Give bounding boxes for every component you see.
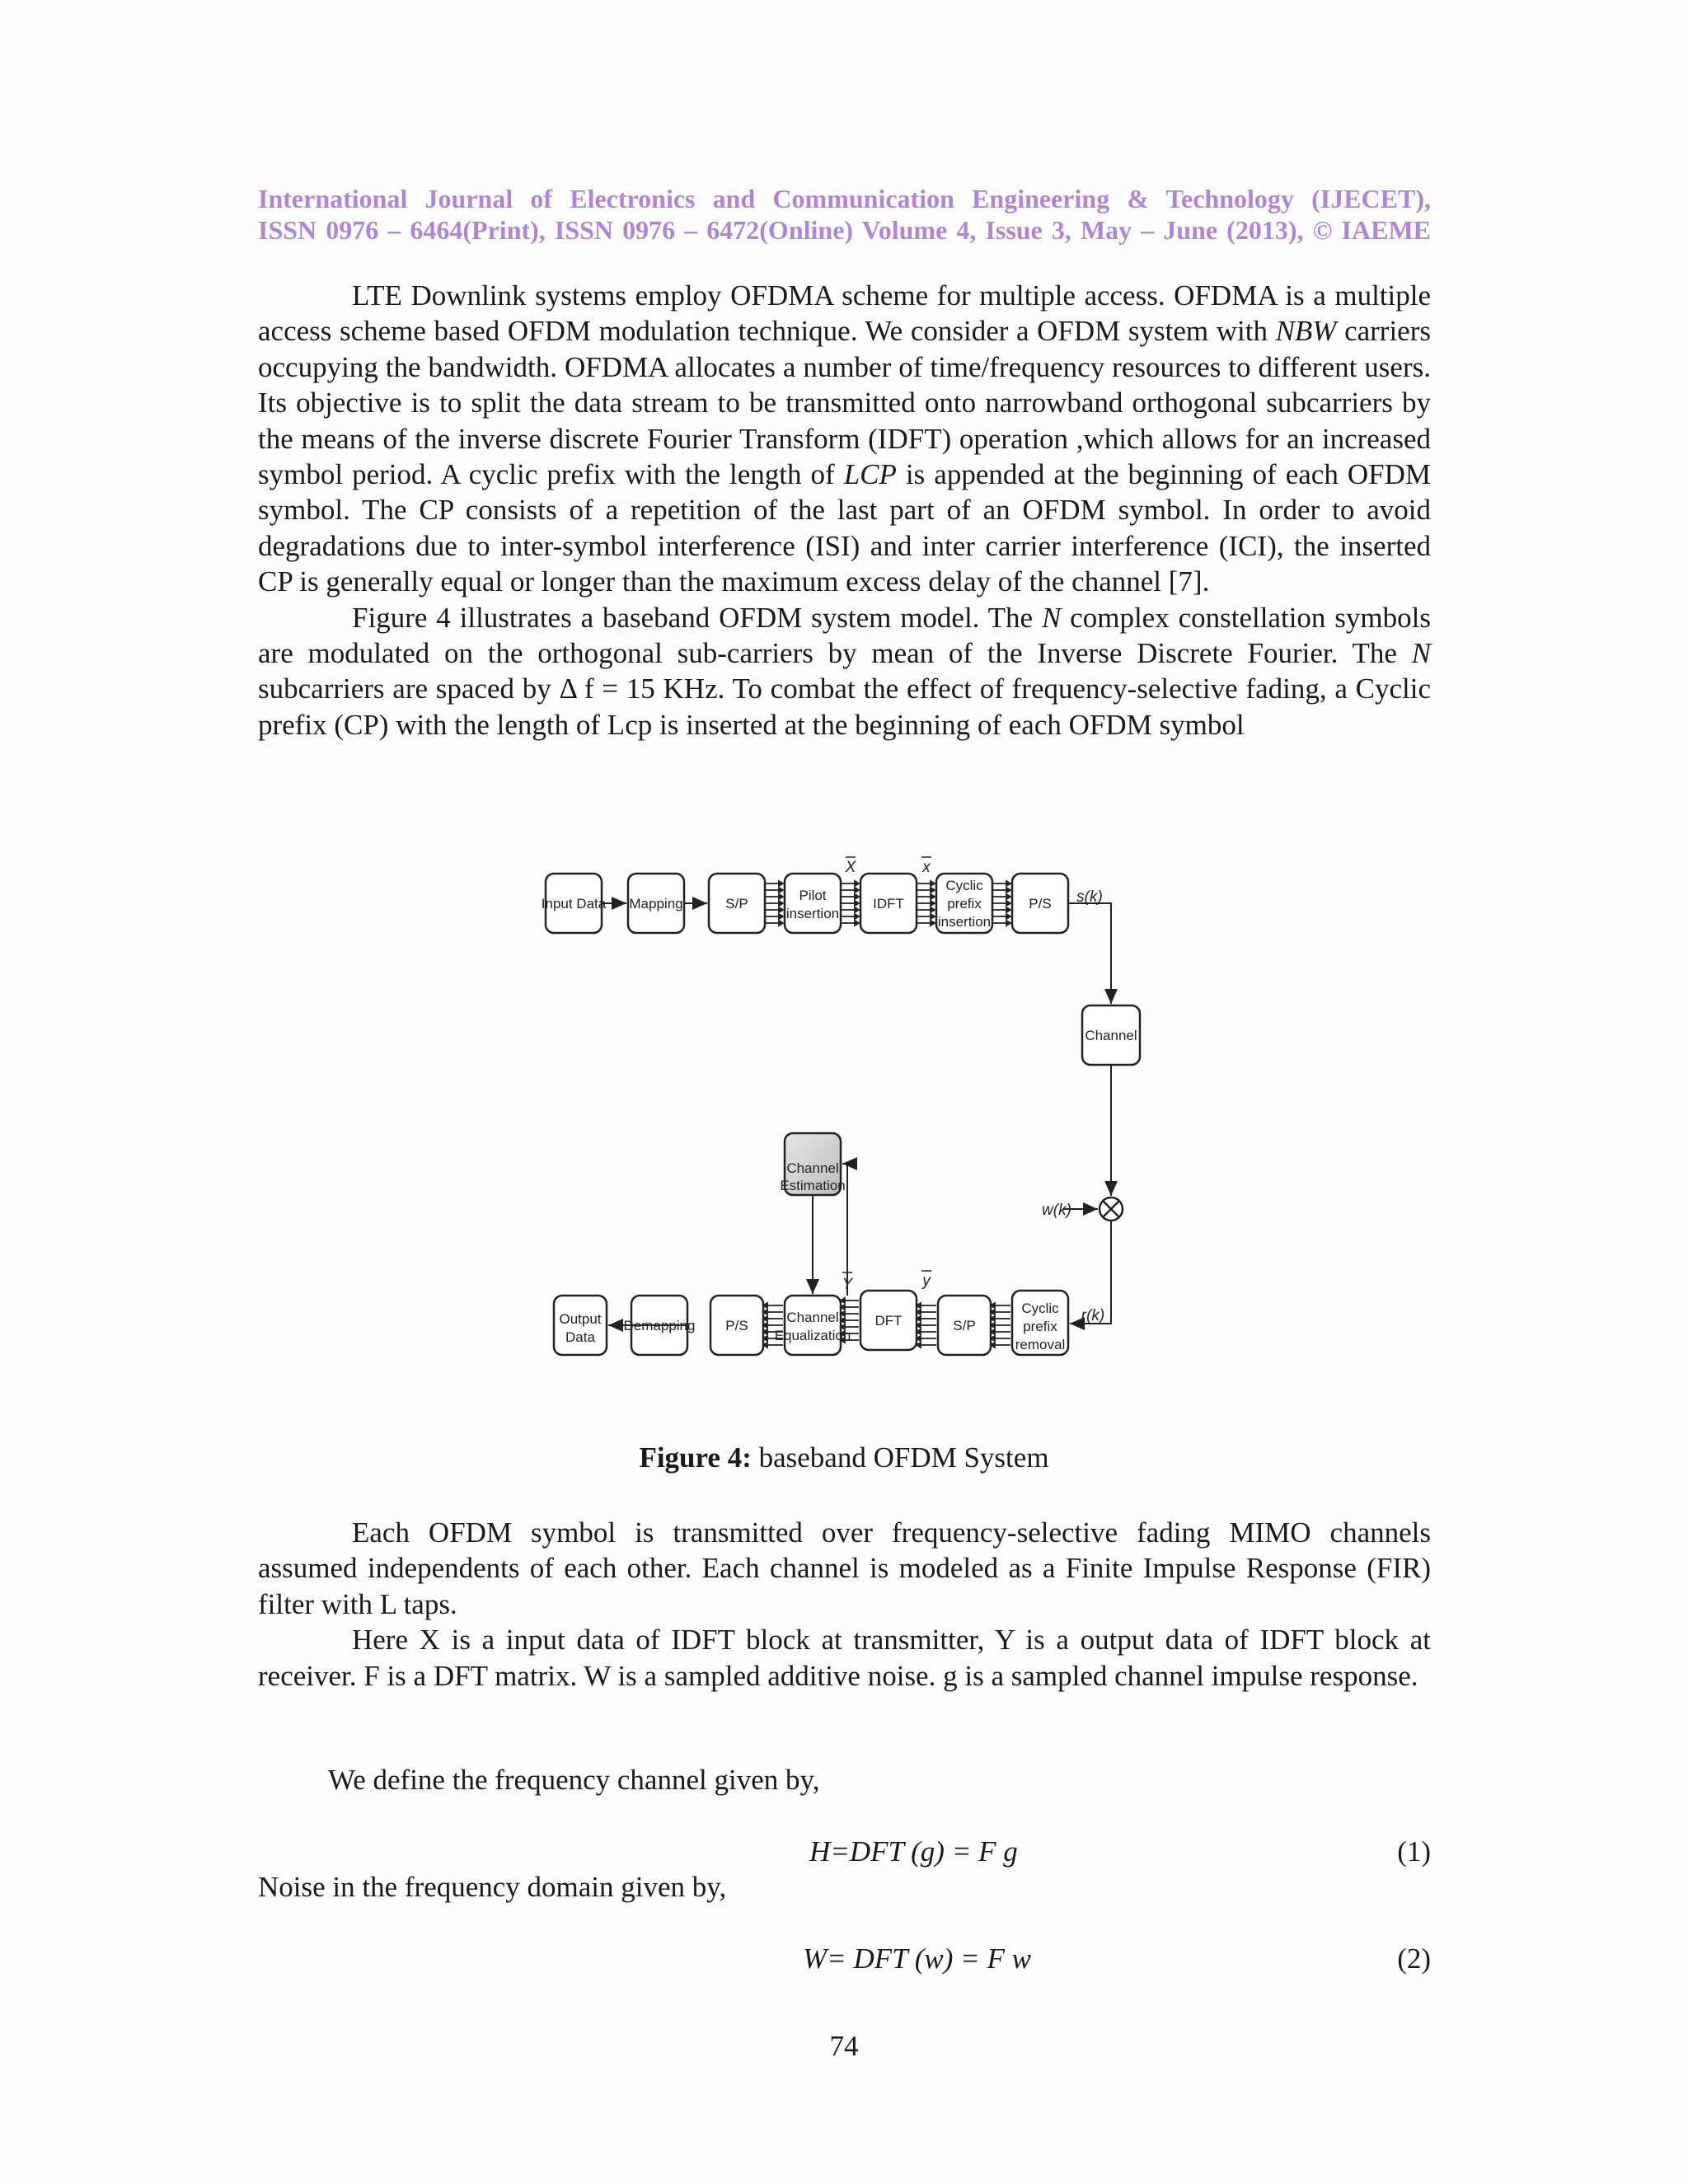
- bus-arrowhead: [931, 888, 935, 893]
- equation-1: H=DFT (g) = F g: [809, 1835, 1018, 1868]
- bus-arrowhead: [1006, 921, 1010, 926]
- label-cp-ins-3: insertion: [937, 914, 992, 930]
- bus-arrowhead: [779, 888, 783, 893]
- signal-r-k: r(k): [1081, 1307, 1105, 1324]
- label-ch-est-1: Channel: [786, 1160, 839, 1176]
- signal-X-bar: X: [845, 859, 856, 876]
- paragraph-2: Figure 4 illustrates a baseband OFDM system model. The N complex constellation symbols are modulated on the orthogonal sub-carriers by mean of the Inverse Discrete Fourier. The N subcarriers are spaced by Δ f = 15 KHz. To combat the effect of frequency-selective fading, a Cyclic prefix (CP) with the length of Lcp is inserted at the beginning of each OFDM symbol: [258, 601, 1431, 741]
- label-cp-rem-2: prefix: [1023, 1319, 1057, 1334]
- bus-arrowhead: [779, 921, 783, 926]
- label-ps-tx: P/S: [1029, 896, 1052, 912]
- bus-arrowhead: [779, 881, 783, 886]
- signal-Y-bar: Y: [842, 1276, 853, 1293]
- bus-arrowhead: [931, 914, 935, 919]
- noise-frequency-line: Noise in the frequency domain given by,: [258, 1871, 727, 1903]
- label-cp-ins-1: Cyclic: [945, 878, 983, 893]
- label-ps-rx: P/S: [725, 1318, 748, 1333]
- label-pilot-1: Pilot: [799, 888, 827, 903]
- bus-arrowhead: [1006, 901, 1010, 906]
- journal-header: [258, 183, 1431, 246]
- bus-arrowhead: [1006, 881, 1010, 886]
- header-line-1: International Journal of Electronics and Communication Engineering & Technology (IJECET),: [258, 184, 1431, 213]
- label-cp-rem-1: Cyclic: [1021, 1301, 1059, 1316]
- label-cp-rem-3: removal: [1015, 1337, 1066, 1352]
- label-output-2: Data: [565, 1329, 595, 1345]
- bus-arrowhead: [1006, 907, 1010, 912]
- bus-arrowhead: [931, 921, 935, 926]
- bus-arrowhead: [779, 901, 783, 906]
- header-line-2: ISSN 0976 – 6464(Print), ISSN 0976 – 6472(Online) Volume 4, Issue 3, May – June (2013), © IAEME: [258, 215, 1431, 245]
- label-output-1: Output: [559, 1311, 602, 1327]
- equation-2: W= DFT (w) = F w: [803, 1943, 1032, 1975]
- bus-arrowhead: [855, 888, 859, 893]
- bus-arrowhead: [931, 894, 935, 899]
- label-dft: DFT: [874, 1313, 903, 1329]
- bus-arrowhead: [779, 907, 783, 912]
- bus-arrowhead: [1006, 888, 1010, 893]
- figure-caption: Figure 4: baseband OFDM System: [639, 1441, 1049, 1474]
- signal-y-bar: y: [922, 1272, 931, 1290]
- bus-arrowhead: [855, 901, 859, 906]
- label-demapping: Demapping: [623, 1318, 696, 1333]
- body-paragraphs-bottom: [258, 1515, 1431, 1694]
- bus-arrowhead: [931, 901, 935, 906]
- body-paragraphs-top: [258, 278, 1431, 743]
- paragraph-4: Here X is a input data of IDFT block at transmitter, Y is a output data of IDFT block at receiver. F is a DFT matrix. W is a sampled additive noise. g is a sampled channel impulse response.: [258, 1624, 1431, 1692]
- label-idft: IDFT: [873, 896, 904, 912]
- paragraph-3: Each OFDM symbol is transmitted over frequency-selective fading MIMO channels assumed independents of each other. Each channel is modeled as a Finite Impulse Response (FIR) filter with L taps.: [258, 1516, 1431, 1620]
- signal-s-k: s(k): [1076, 888, 1103, 906]
- equation-2-number: (2): [1397, 1943, 1431, 1975]
- bus-arrowhead: [931, 881, 935, 886]
- equation-1-number: (1): [1397, 1835, 1431, 1868]
- label-ch-est-2: Estimation: [780, 1178, 846, 1193]
- label-input-data: Input Data: [541, 896, 607, 912]
- define-frequency-channel-line: We define the frequency channel given by,: [328, 1764, 820, 1796]
- page-number: 74: [829, 2030, 859, 2062]
- label-ch-eq-1: Channel: [786, 1310, 839, 1325]
- bus-arrowhead: [1006, 914, 1010, 919]
- label-channel: Channel: [1085, 1028, 1137, 1043]
- bus-arrowhead: [855, 881, 859, 886]
- ofdm-system-diagram: [536, 849, 1162, 1401]
- label-sp-tx: S/P: [725, 896, 748, 912]
- paragraph-1: LTE Downlink systems employ OFDMA scheme for multiple access. OFDMA is a multiple access scheme based OFDM modulation technique. We consider a OFDM system with NBW carriers occupying the bandwidth. OFDMA allocates a number of time/frequency resources to different users. Its objective is to split the data stream to be transmitted onto narrowband orthogonal subcarriers by the means of the inverse discrete Fourier Transform (IDFT) operation ,which allows for an increased symbol period. A cyclic prefix with the length of LCP is appended at the beginning of each OFDM symbol. The CP consists of a repetition of the last part of an OFDM symbol. In order to avoid degradations due to inter-symbol interference (ISI) and inter carrier interference (ICI), the inserted CP is generally equal or longer than the maximum excess delay of the channel [7].: [258, 279, 1431, 598]
- channel-equalization-block: [785, 1296, 841, 1355]
- bus-arrowhead: [931, 907, 935, 912]
- signal-x-bar: x: [922, 859, 931, 876]
- bus-arrowhead: [855, 914, 859, 919]
- bus-arrowhead: [855, 921, 859, 926]
- bus-arrowhead: [779, 914, 783, 919]
- label-mapping: Mapping: [629, 896, 683, 912]
- label-ch-eq-2: Equalization: [774, 1328, 851, 1343]
- pilot-insertion-block: [785, 874, 841, 933]
- bus-arrowhead: [855, 894, 859, 899]
- label-cp-ins-2: prefix: [947, 896, 982, 912]
- label-sp-rx: S/P: [953, 1318, 976, 1333]
- bus-arrowhead: [855, 907, 859, 912]
- bus-arrowhead: [1006, 894, 1010, 899]
- bus-arrowhead: [779, 894, 783, 899]
- signal-w-k: w(k): [1042, 1202, 1071, 1219]
- label-pilot-2: insertion: [785, 906, 840, 921]
